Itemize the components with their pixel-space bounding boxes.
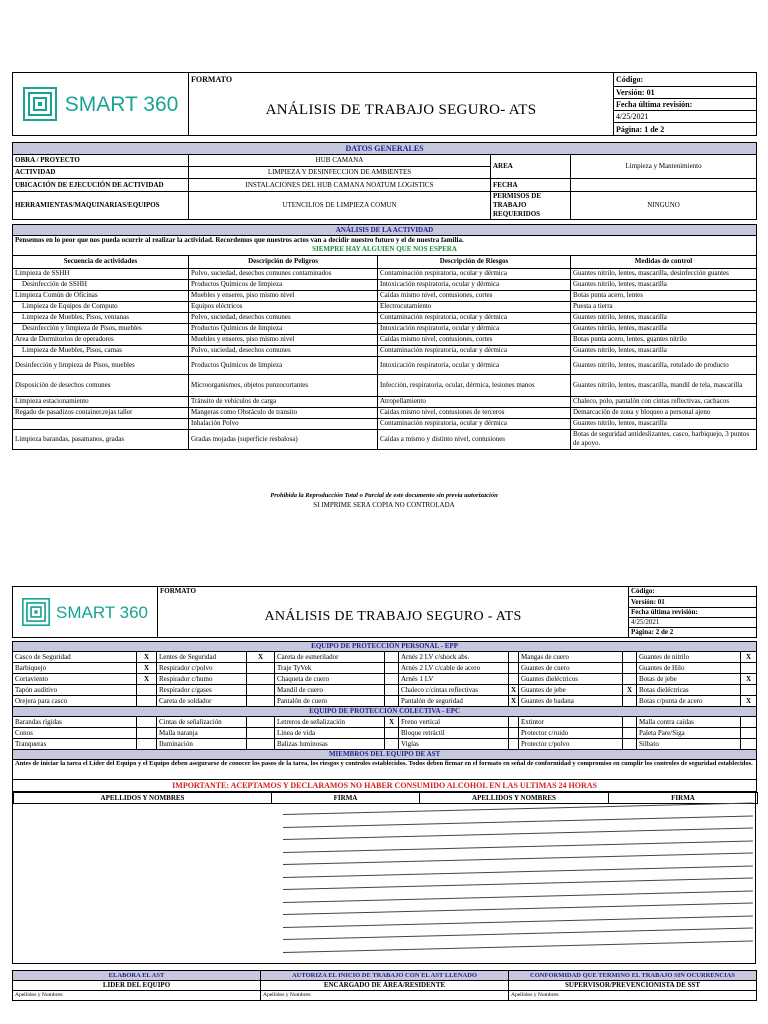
epc-item: Cintas de señalización [157,717,247,728]
riesgo-cell: Caídas mismo nivel, contusiones, cortes [378,290,571,301]
footer-role: ENCARGADO DE ÁREA/RESIDENTE [261,981,509,991]
epp-check [137,685,157,696]
riesgo-cell: Caídas a mismo y distinto nivel, contusiones [378,429,571,449]
peligro-cell: Muebles y enseres, piso mismo nivel [189,290,378,301]
ubicacion-label: UBICACIÓN DE EJECUCIÓN DE ACTIVIDAD [13,179,189,192]
medida-cell: Botas punta acero, lentes, guantes nitrilo [571,334,757,345]
epp-check: X [137,674,157,685]
footer-name-field[interactable]: Apellidos y Nombres: [13,991,261,1001]
epp-check: X [741,652,757,663]
analisis-title: ANÁLISIS DE LA ACTIVIDAD [13,225,757,236]
analisis-row [13,268,757,279]
epp-item: Mandil de cuero [275,685,385,696]
siempre-text: SIEMPRE HAY ALGUIEN QUE NOS ESPERA [13,245,757,255]
epc-item: Paleta Pare/Siga [637,728,741,739]
secuencia-cell: Limpieza barandas, pasamanos, gradas [13,429,189,449]
smart360-logo-icon [23,87,57,121]
medida-cell: Guantes nitrilo, lentes, mascarilla [571,418,757,429]
signature-header-cell: APELLIDOS Y NOMBRES [14,793,272,804]
epc-item: Conos [13,728,137,739]
epp-check [247,696,275,707]
footer-name-field[interactable]: Apellidos y Nombres: [509,991,757,1001]
analisis-row [13,407,757,418]
permisos-value: NINGUNO [571,192,757,220]
epp-title: EQUIPO DE PROTECCIÓN PERSONAL - EPP [13,642,757,652]
prohibida-text: Prohibida la Reproducción Total o Parcial de este documento sin previa autorización [270,491,498,499]
secuencia-cell: Desinfección y limpieza de Pisos, muebles [13,356,189,374]
epp-item: Guantes de badana [519,696,623,707]
footer-table [12,970,757,1001]
epp-item: Guantes de cuero [519,663,623,674]
epp-item: Respirador c/humo [157,674,247,685]
pagina-label: Página: 1 de 2 [614,123,757,136]
epc-item: Barandas rígidas [13,717,137,728]
epc-check [247,739,275,750]
analisis-table [12,224,757,450]
epc-check [247,717,275,728]
analisis-header-cell: Secuencia de actividades [13,255,189,268]
epp-check: X [137,663,157,674]
epp-check [623,652,637,663]
epp-row [13,663,757,674]
epc-item: Protector c/ruido [519,728,623,739]
epp-check: X [741,674,757,685]
medida-cell: Guantes nitrilo, lentes, mascarilla [571,312,757,323]
epp-check [247,663,275,674]
epp-table [12,641,757,792]
signature-strike-line [283,865,753,877]
version-label-2: Versión: 01 [629,597,757,608]
epp-check [385,685,399,696]
epp-row [13,685,757,696]
epp-row [13,696,757,707]
analisis-row [13,312,757,323]
peligro-cell: Equipos eléctricos [189,301,378,312]
logo-cell [13,73,189,136]
secuencia-cell: Limpieza de Muebles, Pisos, ventanas [13,312,189,323]
epp-check [509,652,519,663]
epp-row [13,652,757,663]
secuencia-cell: Limpieza Común de Oficinas [13,290,189,301]
epc-check [137,739,157,750]
epp-item: Arnés 2 LV c/shock abs. [399,652,509,663]
riesgo-cell: Contaminación respiratoria, ocular y dérmica [378,312,571,323]
herramientas-label: HERRAMIENTAS/MAQUINARIAS/EQUIPOS [13,192,189,220]
epc-check [385,739,399,750]
epp-check [247,674,275,685]
epp-item: Botas de jebe [637,674,741,685]
herramientas-value: UTENCILIOS DE LIMPIEZA COMUN [189,192,491,220]
epc-item: Vigías [399,739,509,750]
analisis-header-cell: Descripción de Riesgos [378,255,571,268]
secuencia-cell: Limpieza estacionamiento [13,396,189,407]
epp-check [137,696,157,707]
epp-item: Pantalón de seguridad [399,696,509,707]
medida-cell: Guantes nitrilo, lentes, mascarilla, mandil de tela, mascarilla [571,374,757,396]
page1-header [12,72,757,136]
footer-role: LIDER DEL EQUIPO [13,981,261,991]
epp-item: Tapón auditivo [13,685,137,696]
riesgo-cell: Contaminación respiratoria, ocular y dérmica [378,268,571,279]
pensemos-text: Pensemos en lo peor que nos pueda ocurrir al realizar la actividad. Recordemos que nuestros actos van a decidir nuestro futuro y el de nuestra familia. [13,236,757,246]
signature-strike-line [283,878,753,890]
epp-item: Cortaviento [13,674,137,685]
fecha-revision-label: Fecha última revisión: [614,99,757,111]
peligro-cell: Polvo, suciedad, desechos comunes [189,312,378,323]
fecha-value [571,179,757,192]
epc-title: EQUIPO DE PROTECCIÓN COLECTIVA - EPC [13,707,757,717]
epp-check [741,663,757,674]
epc-item: Tranqueras [13,739,137,750]
epp-check [385,663,399,674]
brand-name: SMART 360 [56,602,148,622]
epp-item: Pantalón de cuero [275,696,385,707]
analisis-row [13,374,757,396]
signature-strike-line [283,940,753,952]
epc-check [741,728,757,739]
footer-title: ELABORA EL AST [13,971,261,981]
epc-check [137,728,157,739]
signature-header-cell: FIRMA [272,793,420,804]
signature-strike-line [283,815,753,827]
riesgo-cell: Intoxicación respiratoria, ocular y dérmica [378,323,571,334]
epp-item: Careta de esmerilador [275,652,385,663]
signature-strike-line [283,803,753,815]
secuencia-cell: Regado de pasadizos container,rejas taller [13,407,189,418]
peligro-cell: Polvo, suciedad, desechos comunes [189,345,378,356]
analisis-header-row [13,255,757,268]
signature-strike-line [283,915,753,927]
epc-item: Letreros de señalización [275,717,385,728]
secuencia-cell: Desinfección de SSHH [13,279,189,290]
epp-item: Guantes dieléctricos [519,674,623,685]
medida-cell: Chaleco, polo, pantalón con cintas reflectivas, cachacos [571,396,757,407]
medida-cell: Guantes nitrilo, lentes, mascarilla, rotulado de producto [571,356,757,374]
epc-check [247,728,275,739]
epc-item: Iluminación [157,739,247,750]
epc-item: Línea de vida [275,728,385,739]
signature-strike-line [283,890,753,902]
footer-role: SUPERVISOR/PREVENCIONISTA DE SST [509,981,757,991]
epc-item: Balizas luminosas [275,739,385,750]
signature-header [13,792,758,804]
epp-item: Guantes de Hilo [637,663,741,674]
analisis-row [13,429,757,449]
epp-check [385,652,399,663]
peligro-cell: Mangeras como Obstáculo de transito [189,407,378,418]
miembros-title: MIEMBROS DEL EQUIPO DE AST [13,750,757,760]
epc-check [623,728,637,739]
analisis-row [13,290,757,301]
analisis-row [13,279,757,290]
epp-check [385,674,399,685]
obra-label: OBRA / PROYECTO [13,155,189,167]
signature-header-cell: APELLIDOS Y NOMBRES [420,793,609,804]
epp-item: Botas c/punta de acero [637,696,741,707]
epp-check: X [509,685,519,696]
analisis-row [13,301,757,312]
epc-item: Malla contra caídas [637,717,741,728]
epp-item: Careta de soldador [157,696,247,707]
secuencia-cell [13,418,189,429]
footer-name-field[interactable]: Apellidos y Nombres: [261,991,509,1001]
analisis-row [13,396,757,407]
epc-check [385,728,399,739]
importante-text: IMPORTANTE: ACEPTAMOS Y DECLARAMOS NO HABER CONSUMIDO ALCOHOL EN LAS ULTIMAS 24 HORAS [13,780,757,792]
medida-cell: Demarcación de zona y bloqueo a personal ajeno [571,407,757,418]
epc-check [137,717,157,728]
epp-check: X [137,652,157,663]
codigo-label-2: Código: [629,587,757,597]
riesgo-cell: Intoxicación respiratoria, ocular y dérmica [378,356,571,374]
analisis-header-cell: Descripción de Peligros [189,255,378,268]
signature-strike-line [283,840,753,852]
page2-header [12,586,757,638]
peligro-cell: Polvo, suciedad, desechos comunes contaminados [189,268,378,279]
epc-item: Malla naranja [157,728,247,739]
epp-item: Guantes de jebe [519,685,623,696]
secuencia-cell: Limpieza de Equipos de Computo [13,301,189,312]
epc-item: Freno vertical [399,717,509,728]
riesgo-cell: Electrocutamiento [378,301,571,312]
brand-name: SMART 360 [64,92,179,116]
epp-item: Casco de Seguridad [13,652,137,663]
medida-cell: Botas punta acero, lentes [571,290,757,301]
analisis-row [13,334,757,345]
page-2 [12,586,756,1001]
actividad-label: ACTIVIDAD [13,167,189,179]
epc-check [623,717,637,728]
formato-label-2: FORMATO [158,587,629,597]
medida-cell: Guantes nitrilo, lentes, mascarilla [571,345,757,356]
footer-title: CONFORMIDAD QUE TERMINO EL TRABAJO SIN OCURRENCIAS [509,971,757,981]
analisis-row [13,323,757,334]
epp-item: Orejera para casco [13,696,137,707]
epp-item: Arnés 2 LV c/cable de acero [399,663,509,674]
epp-check: X [741,696,757,707]
peligro-cell: Gradas mojadas (superficie resbalosa) [189,429,378,449]
secuencia-cell: Area de Dormitorios de operadores [13,334,189,345]
epc-row [13,717,757,728]
signature-strike-line [283,928,753,940]
epp-item: Traje TyVek [275,663,385,674]
permisos-label: PERMISOS DE TRABAJO REQUERIDOS [491,192,571,220]
epp-check: X [623,685,637,696]
antes-text: Antes de iniciar la tarea el Líder del Equipo y el Equipo deben asegurarse de conocer los pasos de la tarea, los riesgos y controles establecidos. Todos deben firmar en el formato en señal de conformidad y compromiso en cumplir los controles de seguridad establecidos. [13,760,757,780]
epp-item: Botas dieléctricas [637,685,741,696]
epp-check: X [247,652,275,663]
peligro-cell: Productos Químicos de limpieza [189,323,378,334]
riesgo-cell: Infección, respiratoria, ocular, dérmica, lesiones manos [378,374,571,396]
epp-check [741,685,757,696]
epc-item: Bloque retráctil [399,728,509,739]
codigo-label: Código: [614,73,757,87]
riesgo-cell: Contaminación respiratoria, ocular y dérmica [378,345,571,356]
riesgo-cell: Caídas mismo nivel, contusiones, cortes [378,334,571,345]
signature-strike-line [283,853,753,865]
fecha-revision-value-2: 4/25/2021 [629,618,757,628]
epc-check [509,728,519,739]
fecha-revision-label-2: Fecha última revisión: [629,608,757,618]
analisis-header-cell: Medidas de control [571,255,757,268]
smart360-logo-icon [22,598,50,626]
signature-strike-line [283,828,753,840]
epp-row [13,674,757,685]
analisis-row [13,356,757,374]
medida-cell: Guantes nitrilo, lentes, mascarilla [571,323,757,334]
epp-check [623,674,637,685]
medida-cell: Puesta a tierra [571,301,757,312]
analisis-row [13,345,757,356]
riesgo-cell: Intoxicación respiratoria, ocular y dérmica [378,279,571,290]
epc-row [13,728,757,739]
peligro-cell: Tránsito de vehículos de carga [189,396,378,407]
epc-check: X [385,717,399,728]
epp-item: Guantes de nitrilo [637,652,741,663]
epp-check [385,696,399,707]
secuencia-cell: Limpieza de Muebles, Pisos, camas [13,345,189,356]
medida-cell: Guantes nitrilo, lentes, mascarilla [571,279,757,290]
fecha-label: FECHA [491,179,571,192]
obra-value: HUB CAMANA [189,155,491,167]
epp-item: Arnés 1 LV [399,674,509,685]
datos-generales-title: DATOS GENERALES [13,143,757,155]
epc-item: Silbato [637,739,741,750]
peligro-cell: Productos Químicos de limpieza [189,356,378,374]
analisis-row [13,418,757,429]
epp-item: Respirador c/polvo [157,663,247,674]
peligro-cell: Productos Químicos de limpieza [189,279,378,290]
epp-item: Respirador c/gases [157,685,247,696]
secuencia-cell: Desinfección y limpieza de Pisos, muebles [13,323,189,334]
secuencia-cell: Disposición de desechos comunes [13,374,189,396]
signature-header-cell: FIRMA [609,793,758,804]
epc-check [741,739,757,750]
actividad-value: LIMPIEZA Y DESINFECCION DE AMBIENTES [189,167,491,179]
area-value: Limpieza y Mantenimiento [571,155,757,179]
page-title: ANÁLISIS DE TRABAJO SEGURO- ATS [189,87,614,136]
epp-item: Lentes de Seguridad [157,652,247,663]
riesgo-cell: Contaminación respiratoria, ocular y dérmica [378,418,571,429]
epp-check [247,685,275,696]
epp-item: Chaleco c/cintas reflectivas [399,685,509,696]
footer-title: AUTORIZA EL INICIO DE TRABAJO CON EL AST LLENADO [261,971,509,981]
page-1 [12,72,756,509]
ubicacion-value: INSTALACIONES DEL HUB CAMANA NOATUM LOGISTICS [189,179,491,192]
epp-check [623,696,637,707]
epc-check [509,739,519,750]
epp-check: X [509,696,519,707]
version-label: Versión: 01 [614,87,757,99]
epp-item: Barbiquejo [13,663,137,674]
epc-check [623,739,637,750]
epc-item: Protector c/polvo [519,739,623,750]
peligro-cell: Microorganismos, objetos punzocortantes [189,374,378,396]
epp-item: Chaqueta de cuero [275,674,385,685]
epc-item: Extintor [519,717,623,728]
page-title-2: ANÁLISIS DE TRABAJO SEGURO - ATS [158,597,629,638]
epc-check [509,717,519,728]
fecha-revision-value: 4/25/2021 [614,111,757,123]
formato-label: FORMATO [189,73,614,87]
medida-cell: Botas de seguridad antideslizantes, casco, barbiquejo, 3 puntos de apoyo. [571,429,757,449]
peligro-cell: Inhalación Polvo [189,418,378,429]
epp-check [623,663,637,674]
area-label: AREA [491,155,571,179]
pagina-label-2: Página: 2 de 2 [629,628,757,638]
si-imprime-text: SI IMPRIME SERA COPIA NO CONTROLADA [313,500,455,509]
epc-row [13,739,757,750]
datos-generales-table [12,142,757,220]
riesgo-cell: Caídas mismo nivel, contusiones de terceros [378,407,571,418]
epp-check [509,663,519,674]
medida-cell: Guantes nitrilo, lentes, mascarilla, desinfección guantes [571,268,757,279]
epc-check [741,717,757,728]
signature-area [12,792,756,964]
secuencia-cell: Limpieza de SSHH [13,268,189,279]
epp-item: Mangas de cuero [519,652,623,663]
logo-cell-2 [13,587,158,638]
signature-strike-line [283,903,753,915]
peligro-cell: Muebles y enseres, piso mismo nivel [189,334,378,345]
riesgo-cell: Atropellamiento [378,396,571,407]
epp-check [509,674,519,685]
